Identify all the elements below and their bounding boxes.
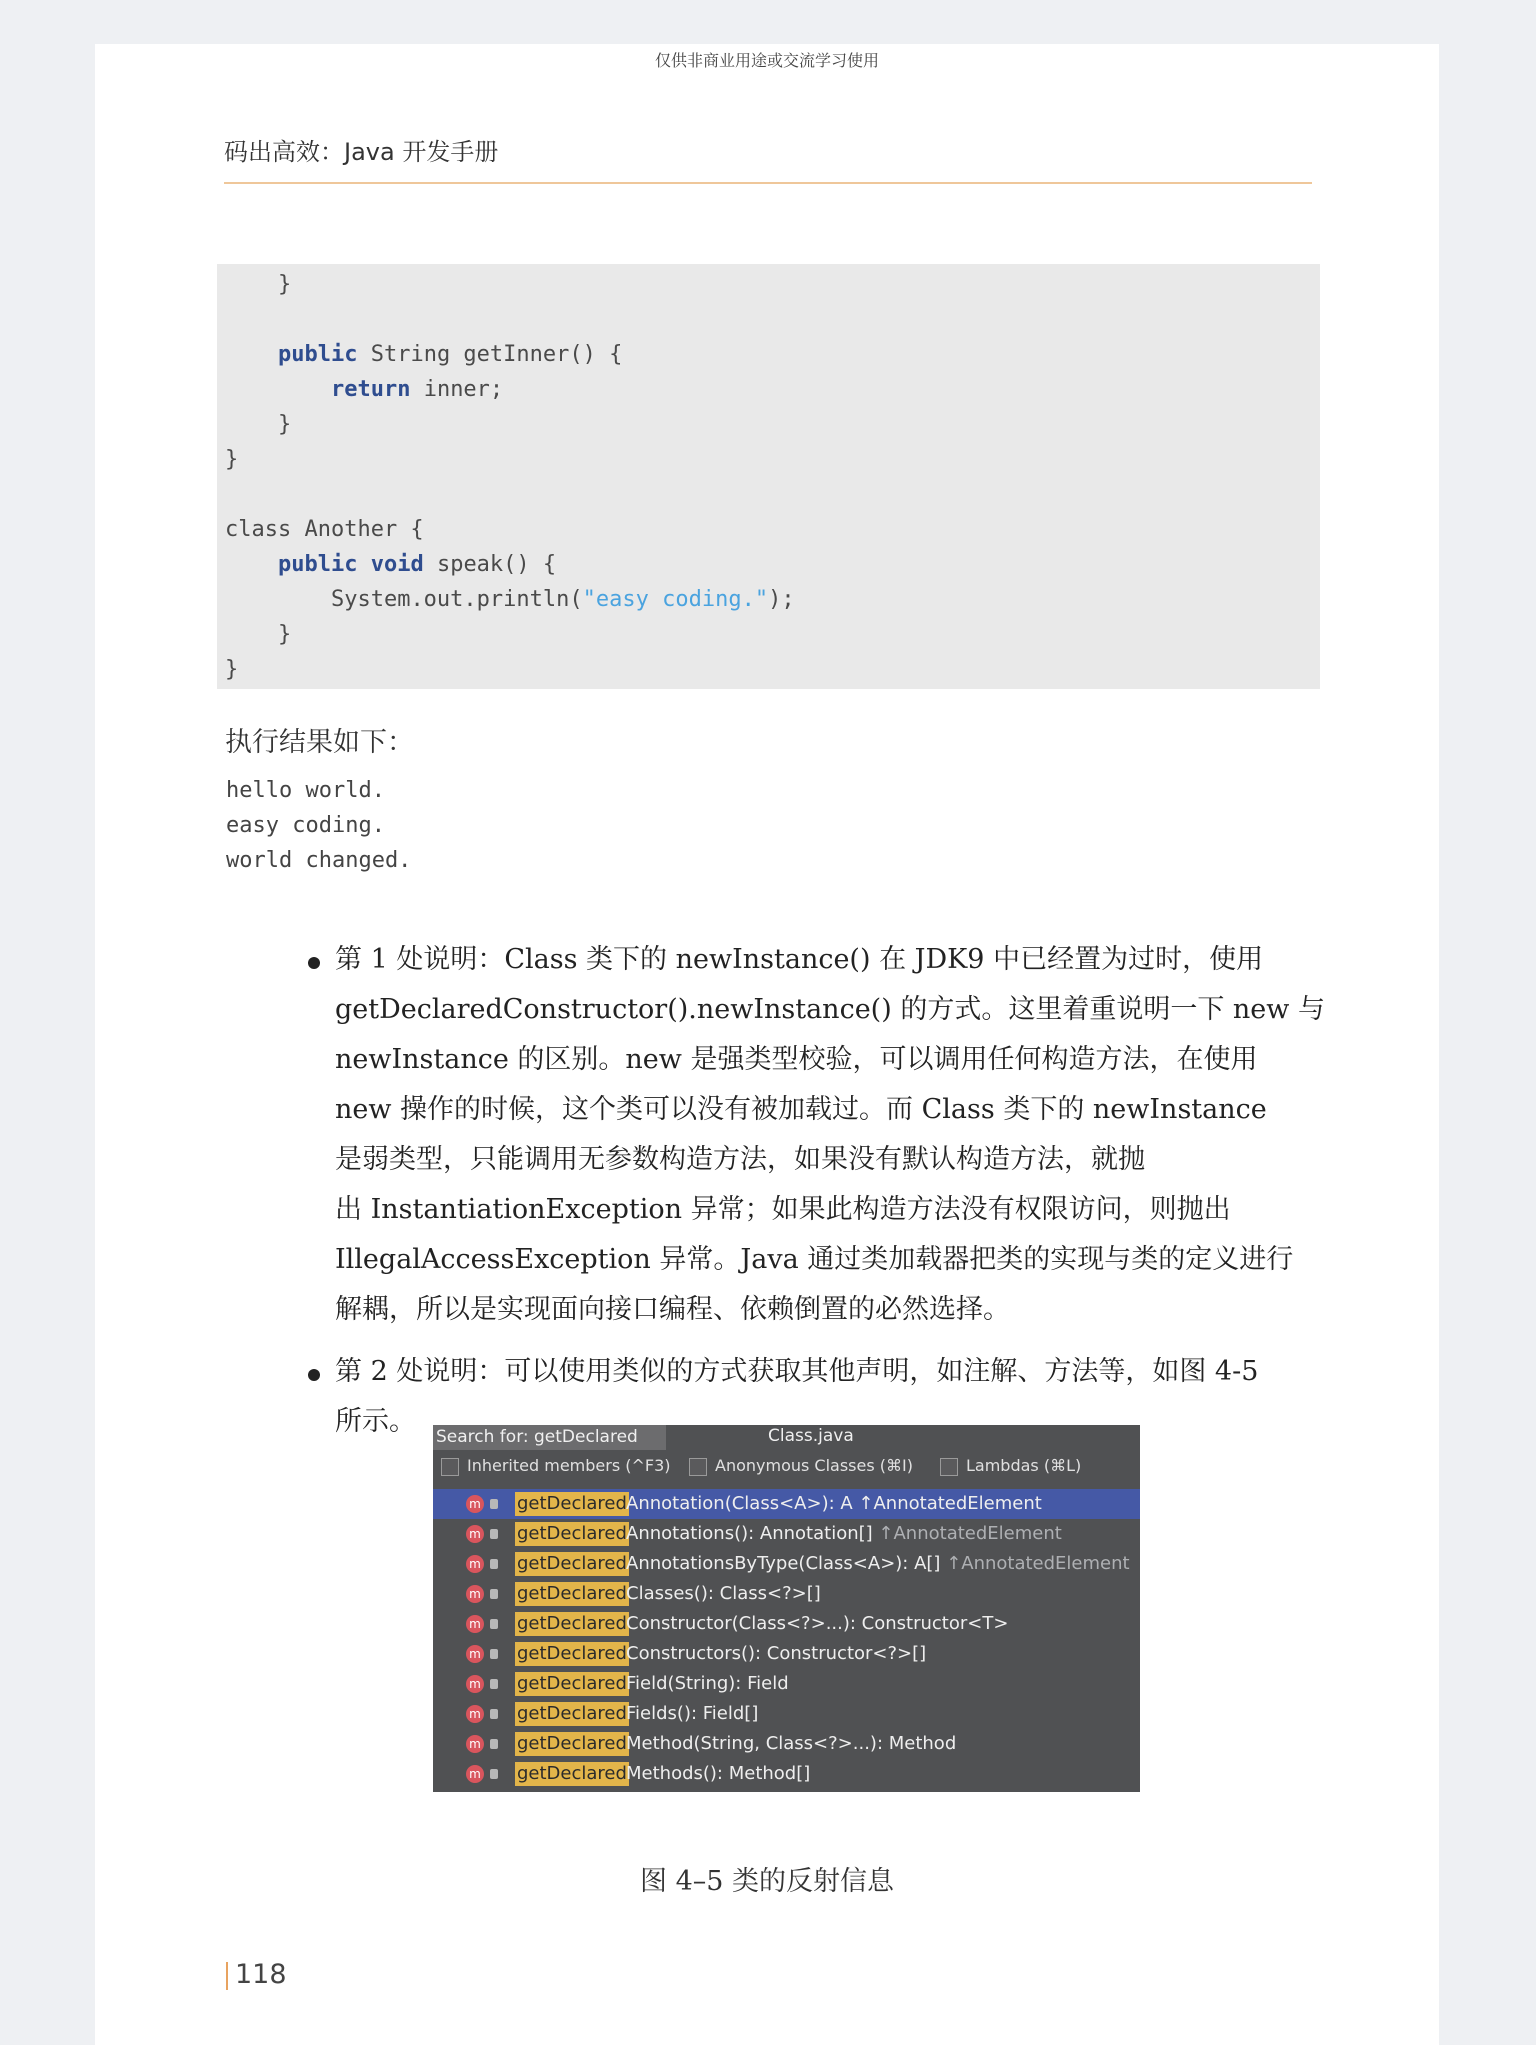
code-line (225, 517, 424, 542)
checkbox-icon[interactable] (940, 1458, 958, 1476)
method-icon: m (466, 1555, 484, 1573)
search-label: Search for: getDeclared (433, 1425, 666, 1450)
code-keyword: public (277, 342, 358, 367)
method-icon: m (466, 1735, 484, 1753)
match-highlight: getDeclared (517, 1733, 627, 1754)
paragraph-line: 是弱类型，只能调用无参数构造方法，如果没有默认构造方法，就抛 (335, 1144, 1145, 1175)
code-line (225, 412, 291, 437)
method-icon: m (466, 1705, 484, 1723)
method-icon: m (466, 1495, 484, 1513)
member-signature: Constructors(): Constructor<?>[] (626, 1643, 927, 1664)
match-highlight: getDeclared (517, 1613, 627, 1634)
code-text: } (225, 447, 239, 472)
bullet-dot (308, 957, 320, 969)
member-row[interactable] (433, 1759, 1140, 1789)
code-line (225, 272, 291, 297)
output-line: world changed. (226, 848, 412, 873)
filter-label: Inherited members (^F3) (467, 1456, 671, 1475)
method-icon: m (466, 1585, 484, 1603)
checkbox-icon[interactable] (689, 1458, 707, 1476)
member-signature: Methods(): Method[] (626, 1763, 811, 1784)
code-keyword: void (370, 552, 424, 577)
code-text: speak() { (423, 552, 557, 577)
paragraph-line: new 操作的时候，这个类可以没有被加载过。而 Class 类下的 newInstance (335, 1094, 1267, 1125)
watermark: 仅供非商业用途或交流学习使用 (654, 51, 879, 70)
filter-label: Anonymous Classes (⌘I) (715, 1456, 913, 1475)
filter-checkbox[interactable] (441, 1455, 671, 1477)
member-origin: ↑AnnotatedElement (852, 1493, 1042, 1514)
code-block (217, 264, 1320, 689)
code-text: } (277, 412, 292, 437)
file-title: Class.java (768, 1426, 854, 1446)
code-text (357, 552, 370, 577)
member-signature: Constructor(Class<?>...): Constructor<T> (626, 1613, 1009, 1634)
member-row[interactable] (433, 1519, 1140, 1549)
page-number-bar (226, 1962, 228, 1990)
match-highlight: getDeclared (517, 1553, 627, 1574)
member-signature: Fields(): Field[] (626, 1703, 759, 1724)
paragraph-line: 所示。 (335, 1406, 416, 1437)
member-row[interactable] (433, 1579, 1140, 1609)
code-line (225, 447, 238, 472)
paragraph-line: newInstance 的区别。new 是强类型校验，可以调用任何构造方法，在使用 (335, 1044, 1258, 1075)
code-text: } (277, 272, 292, 297)
paragraph-line: 出 InstantiationException 异常；如果此构造方法没有权限访问，则抛出 (335, 1194, 1231, 1225)
match-highlight: getDeclared (517, 1493, 627, 1514)
code-line (225, 377, 503, 402)
code-line (225, 552, 556, 577)
code-line (225, 587, 795, 612)
code-text: String getInner() { (357, 342, 623, 367)
member-row[interactable] (433, 1489, 1140, 1519)
paragraph-line: IllegalAccessException 异常。Java 通过类加载器把类的实现与类的定义进行 (335, 1244, 1294, 1275)
figure-caption: 图 4–5 类的反射信息 (639, 1866, 895, 1897)
page-number: 118 (235, 1959, 287, 1990)
code-keyword: return (330, 377, 411, 402)
match-highlight: getDeclared (517, 1703, 627, 1724)
visibility-icon (490, 1709, 498, 1719)
member-signature: AnnotationsByType(Class<A>): A[] ↑AnnotatedElement (626, 1553, 1130, 1574)
filter-checkbox[interactable] (689, 1455, 913, 1477)
bullet-dot (308, 1369, 320, 1381)
code-line (225, 342, 622, 367)
member-row[interactable] (433, 1639, 1140, 1669)
member-origin: ↑AnnotatedElement (940, 1553, 1130, 1574)
code-text: inner; (410, 377, 504, 402)
member-origin: ↑AnnotatedElement (872, 1523, 1062, 1544)
member-signature: Method(String, Class<?>...): Method (626, 1733, 957, 1754)
visibility-icon (490, 1559, 498, 1569)
code-line (225, 657, 238, 682)
running-head: 码出高效：Java 开发手册 (224, 138, 499, 166)
output-line: hello world. (226, 778, 385, 803)
member-row[interactable] (433, 1549, 1140, 1579)
match-highlight: getDeclared (517, 1673, 627, 1694)
visibility-icon (490, 1619, 498, 1629)
member-signature: Annotation(Class<A>): A ↑AnnotatedElement (626, 1493, 1042, 1514)
result-intro: 执行结果如下： (225, 727, 414, 758)
code-text: } (225, 657, 239, 682)
match-highlight: getDeclared (517, 1763, 627, 1784)
paragraph-line: 解耦，所以是实现面向接口编程、依赖倒置的必然选择。 (335, 1294, 1010, 1325)
member-signature: Classes(): Class<?>[] (626, 1583, 821, 1604)
member-row[interactable] (433, 1729, 1140, 1759)
method-icon: m (466, 1765, 484, 1783)
paragraph-line: 第 1 处说明：Class 类下的 newInstance() 在 JDK9 中已经置为过时，使用 (335, 944, 1264, 975)
header-rule (224, 182, 1312, 184)
visibility-icon (490, 1649, 498, 1659)
method-icon: m (466, 1525, 484, 1543)
filter-label: Lambdas (⌘L) (966, 1456, 1082, 1475)
filter-checkbox[interactable] (940, 1455, 1081, 1477)
checkbox-icon[interactable] (441, 1458, 459, 1476)
output-line: easy coding. (226, 813, 385, 838)
code-text: } (277, 622, 292, 647)
visibility-icon (490, 1679, 498, 1689)
member-signature: Annotations(): Annotation[] ↑AnnotatedElement (626, 1523, 1062, 1544)
code-text: System.out.println( (330, 587, 583, 612)
book-page (95, 44, 1439, 2045)
code-keyword: public (277, 552, 358, 577)
code-line (225, 622, 291, 647)
ide-screenshot (433, 1425, 1140, 1792)
match-highlight: getDeclared (517, 1643, 627, 1664)
visibility-icon (490, 1739, 498, 1749)
visibility-icon (490, 1589, 498, 1599)
paragraph-line: 第 2 处说明：可以使用类似的方式获取其他声明，如注解、方法等，如图 4-5 (335, 1356, 1259, 1387)
member-signature: Field(String): Field (626, 1673, 789, 1694)
code-text: class Another { (225, 517, 424, 542)
match-highlight: getDeclared (517, 1523, 627, 1544)
member-row[interactable] (433, 1609, 1140, 1639)
method-icon: m (466, 1675, 484, 1693)
visibility-icon (490, 1769, 498, 1779)
code-text: ); (768, 587, 795, 612)
member-row[interactable] (433, 1669, 1140, 1699)
visibility-icon (490, 1499, 498, 1509)
member-row[interactable] (433, 1699, 1140, 1729)
method-icon: m (466, 1645, 484, 1663)
paragraph-line: getDeclaredConstructor().newInstance() 的方式。这里着重说明一下 new 与 (335, 994, 1325, 1025)
code-string: "easy coding." (582, 587, 769, 612)
method-icon: m (466, 1615, 484, 1633)
match-highlight: getDeclared (517, 1583, 627, 1604)
visibility-icon (490, 1529, 498, 1539)
